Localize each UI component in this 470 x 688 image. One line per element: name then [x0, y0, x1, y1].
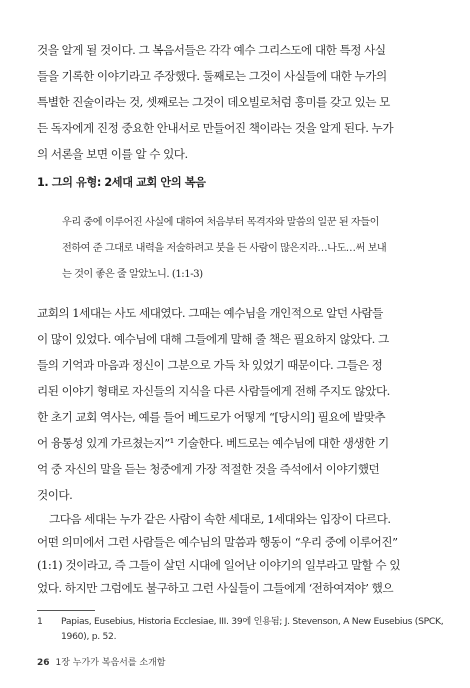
footnote-rule [37, 610, 95, 611]
intro-line: 들을 기록한 이야기라고 주장했다. 둘째로는 그것이 사실들에 대한 누가의 [37, 69, 387, 83]
page-number: 26 [37, 658, 50, 668]
page-footer [37, 656, 165, 670]
intro-line: 의 서론을 보면 이를 알 수 있다. [37, 147, 188, 161]
body-line: 이 많이 있었다. 예수님에 대해 그들에게 말해 줄 책은 필요하지 않았다. 그 [37, 332, 389, 346]
body-line: 리된 이야기 형태로 자신들의 지식을 다른 사람들에게 전해 주지도 않았다. [37, 384, 390, 398]
footnote-number: 1 [37, 616, 43, 627]
scripture-quote-line: 는 것이 좋은 줄 알았노니. (1:1-3) [62, 269, 203, 280]
body-line: 어떤 의미에서 그런 사람들은 예수님의 말씀과 행동이 “우리 중에 이루어진” [37, 535, 398, 549]
body-line: 어 융통성 있게 가르쳤는지”¹ 기술한다. 베드로는 예수님에 대한 생생한 기 [37, 436, 389, 450]
scripture-quote-line: 전하여 준 그대로 내력을 저술하려고 붓을 든 사람이 많은지라…나도…써 보내 [62, 243, 387, 254]
section-heading: 1. 그의 유형: 2세대 교회 안의 복음 [37, 176, 206, 189]
footnote-text-continued: 1960), p. 52. [61, 631, 117, 642]
body-line: 것이다. [37, 488, 73, 502]
running-chapter-title: 1장 누가가 복음서를 소개함 [55, 658, 166, 668]
body-line: 억 중 자신의 말을 듣는 청중에게 가장 적절한 것을 즉석에서 이야기했던 [37, 462, 380, 476]
body-line: (1:1) 것이라고, 즉 그들이 살던 시대에 일어난 이야기의 일부라고 말할 수 있 [37, 558, 401, 572]
body-line: 그다음 세대는 누가 같은 사람이 속한 세대로, 1세대와는 입장이 다르다. [49, 512, 391, 526]
intro-line: 든 독자에게 진정 중요한 안내서로 만들어진 책이라는 것을 알게 된다. 누가 [37, 121, 394, 135]
footnote-text: Papias, Eusebius, Historia Ecclesiae, III. 39에 인용됨; J. Stevenson, A New Eusebius (SPCK, [61, 616, 444, 627]
body-line: 교회의 1세대는 사도 세대였다. 그때는 예수님을 개인적으로 알던 사람들 [37, 306, 383, 320]
intro-line: 특별한 진술이라는 것, 셋째로는 그것이 데오빌로처럼 흥미를 갖고 있는 모 [37, 95, 390, 109]
body-line: 한 초기 교회 역사는, 예를 들어 베드로가 어떻게 “[당시의] 필요에 발맞추 [37, 410, 386, 424]
body-line: 들의 기억과 마음과 정신이 그분으로 가득 차 있었기 때문이다. 그들은 정 [37, 358, 383, 372]
scripture-quote-line: 우리 중에 이루어진 사실에 대하여 처음부터 목격자와 말씀의 일꾼 된 자들이 [62, 217, 379, 228]
intro-line: 것을 알게 될 것이다. 그 복음서들은 각각 예수 그리스도에 대한 특정 사실 [37, 43, 386, 57]
body-line: 었다. 하지만 그럼에도 불구하고 그런 사실들이 그들에게 ‘전하여져야’ 했으 [37, 581, 394, 595]
